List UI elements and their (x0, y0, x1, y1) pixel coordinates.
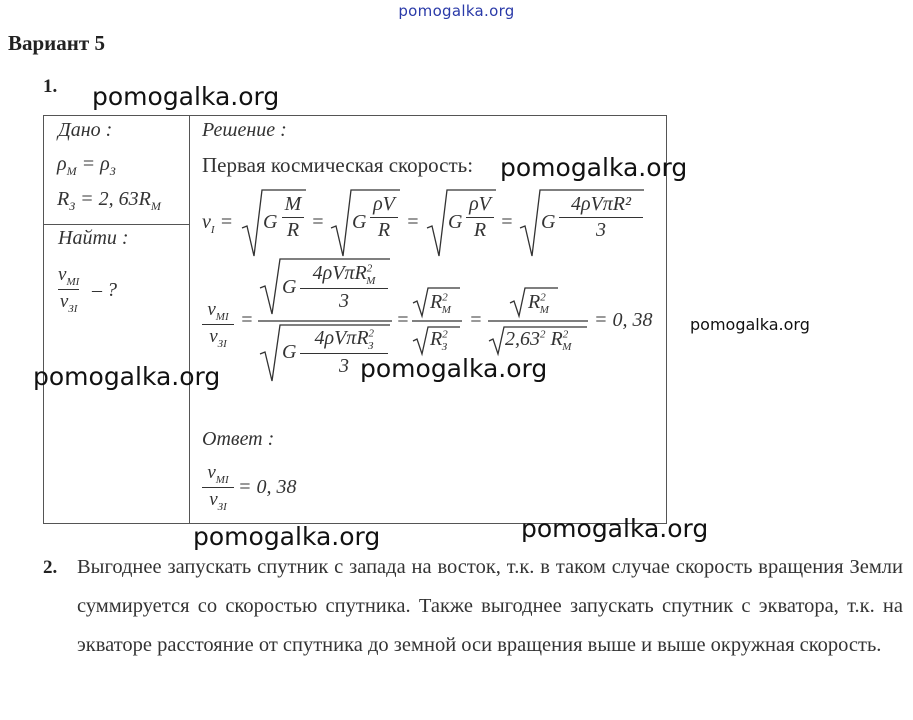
watermark[interactable]: pomogalka.org (33, 362, 221, 391)
eq2-lhs-fraction: $v_{MI}$ $v_{ЗI}$ (202, 299, 234, 350)
eq1-fraction-4: 4ρVπR² 3 (559, 193, 643, 242)
eq1-fraction-2: ρV R (370, 193, 398, 242)
eq1-g-4: G (541, 211, 556, 233)
variant-title: Вариант 5 (8, 31, 105, 55)
watermark[interactable]: pomogalka.org (521, 514, 709, 543)
watermark[interactable]: pomogalka.org (360, 354, 548, 383)
solution-intro: Первая космическая скорость: (202, 153, 474, 177)
answer-label: Ответ : (202, 428, 275, 450)
find-suffix: – ? (92, 279, 117, 301)
eq2-numerator-fraction: 4ρVπR$^2_М$ 3 (300, 262, 388, 313)
problem-2-text: Выгоднее запускать спутник с запада на восток, т.к. в таком случае скорость вращения Земли суммируется со скоростью спутника. Также выгоднее запускать спутник с экватора, т.к. на экваторе расстояние от спутника до земной оси вращения выше и выше окружная скорость. (77, 556, 903, 656)
answer-fraction: $v_{MI}$ $v_{ЗI}$ (202, 462, 234, 513)
given-density-equation: $\rho_М = \rho_З$ (57, 153, 116, 178)
find-denominator: $v_{ЗI}$ (59, 290, 78, 315)
eq2-equals-3: = (469, 309, 483, 331)
eq1-g-1: G (263, 211, 278, 233)
watermark-top[interactable]: pomogalka.org (398, 2, 515, 20)
answer-value: = 0, 38 (238, 476, 297, 498)
eq1-g-3: G (448, 211, 463, 233)
eq2-equals-1: = (240, 309, 254, 331)
watermark[interactable]: pomogalka.org (92, 82, 280, 111)
watermark[interactable]: pomogalka.org (193, 522, 381, 551)
find-label: Найти : (58, 227, 129, 249)
eq1-fraction-3: ρV R (466, 193, 494, 242)
problem-1-number: 1. (43, 76, 58, 97)
eq2-f2-denominator: $R^2_З$ (430, 328, 448, 353)
watermark[interactable]: pomogalka.org (500, 153, 688, 182)
eq2-f3-numerator: $R^2_М$ (528, 291, 549, 316)
given-radius-equation: $R_З = 2$, $63R_М$ (57, 188, 161, 213)
eq2-result: = 0, 38 (594, 309, 653, 331)
watermark[interactable]: pomogalka.org (690, 315, 810, 334)
given-label: Дано : (58, 119, 113, 141)
eq2-denominator-fraction: 4ρVπR$^2_З$ 3 (300, 327, 388, 378)
solution-label: Решение : (202, 119, 287, 141)
eq1-equals-3: = (500, 211, 514, 233)
eq1-equals-2: = (406, 211, 420, 233)
eq2-den-g: G (282, 341, 297, 363)
eq1-fraction-1: M R (282, 193, 304, 242)
find-numerator: $v_{MI}$ (58, 264, 80, 288)
eq2-equals-2: = (396, 309, 410, 331)
eq2-num-g: G (282, 276, 297, 298)
eq1-equals-1: = (311, 211, 325, 233)
eq1-lhs: $v_I$ = (202, 211, 234, 236)
eq1-g-2: G (352, 211, 367, 233)
eq2-f3-denominator: 2,63$^2$ $R^2_М$ (505, 328, 572, 353)
problem-2-number: 2. (43, 557, 58, 578)
eq2-f2-numerator: $R^2_М$ (430, 291, 451, 316)
